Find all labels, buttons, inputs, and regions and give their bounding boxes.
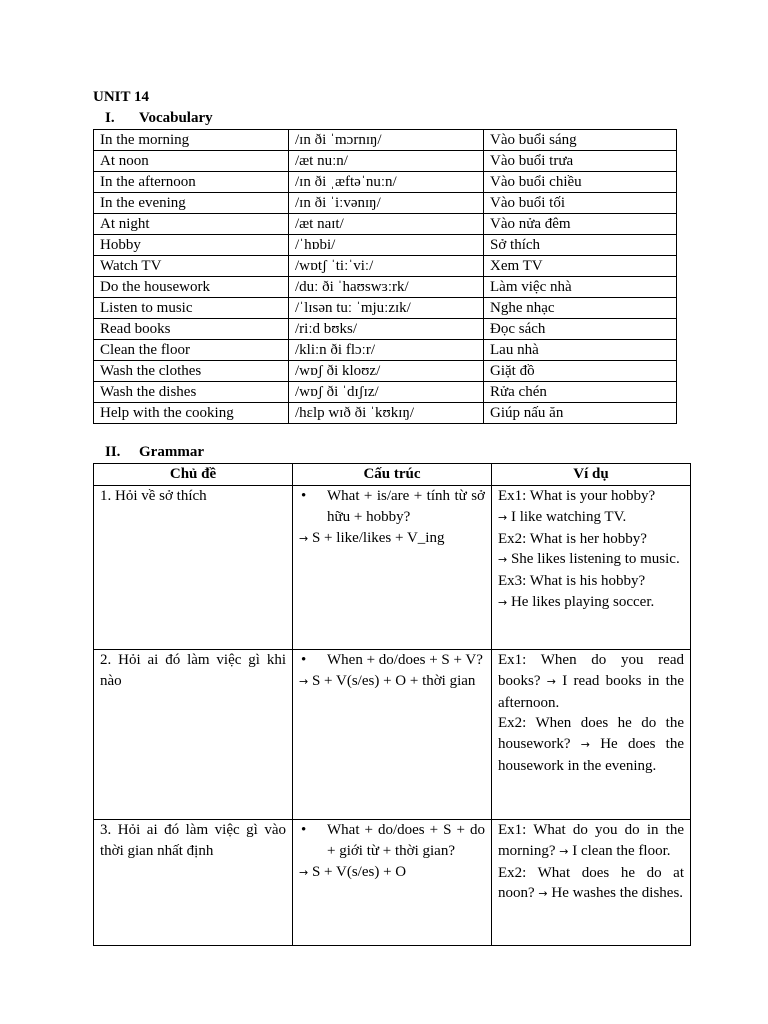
vocab-term: In the morning	[94, 130, 289, 151]
vocab-ipa: /duː ði ˈhaʊswɜːrk/	[289, 277, 484, 298]
example-question: Ex1: What is your hobby?	[498, 488, 656, 504]
vocab-meaning: Giúp nấu ăn	[484, 403, 677, 424]
vocab-row	[94, 130, 677, 151]
section-title: Vocabulary	[139, 110, 213, 126]
grammar-structure	[293, 820, 492, 946]
vocab-term: Read books	[94, 319, 289, 340]
vocab-ipa: /wɒʃ ði ˈdɪʃɪz/	[289, 382, 484, 403]
example-question: Ex2: When does he do the housework?	[498, 715, 684, 753]
vocab-meaning: Làm việc nhà	[484, 277, 677, 298]
arrow-right-icon: →	[580, 738, 590, 752]
vocab-meaning: Đọc sách	[484, 319, 677, 340]
structure-question	[299, 650, 485, 671]
vocab-row	[94, 298, 677, 319]
vocab-term: Help with the cooking	[94, 403, 289, 424]
structure-answer-text: S + V(s/es) + O + thời gian	[311, 672, 476, 689]
example-answer: → She likes listening to music.	[498, 551, 680, 568]
vocab-row	[94, 256, 677, 277]
vocab-meaning: Lau nhà	[484, 340, 677, 361]
structure-question-text: What + do/does + S + do + giới từ + thời gian?	[327, 822, 485, 859]
vocab-term: In the evening	[94, 193, 289, 214]
grammar-examples	[492, 820, 691, 946]
section-vocabulary-heading	[105, 109, 213, 127]
vocab-meaning: Vào buổi trưa	[484, 151, 677, 172]
vocab-term: Watch TV	[94, 256, 289, 277]
vocab-ipa: /wɒtʃ ˈtiːˈviː/	[289, 256, 484, 277]
arrow-right-icon: →	[498, 595, 508, 609]
header-example: Ví dụ	[492, 464, 691, 486]
section-title: Grammar	[139, 444, 204, 460]
example-answer: I clean the floor.	[572, 842, 671, 859]
arrow-right-icon: →	[299, 865, 309, 879]
vocab-ipa: /riːd bʊks/	[289, 319, 484, 340]
structure-answer-text: S + V(s/es) + O	[311, 863, 407, 880]
example	[498, 713, 684, 776]
arrow-right-icon: →	[559, 844, 569, 858]
vocab-meaning: Giặt đồ	[484, 361, 677, 382]
example	[498, 863, 684, 906]
vocab-meaning: Vào buổi sáng	[484, 130, 677, 151]
vocab-row	[94, 340, 677, 361]
vocab-term: Clean the floor	[94, 340, 289, 361]
section-number: I.	[105, 110, 115, 126]
example-answer: → I like watching TV.	[498, 508, 627, 525]
vocab-row	[94, 319, 677, 340]
vocab-meaning: Vào nửa đêm	[484, 214, 677, 235]
vocab-row	[94, 361, 677, 382]
vocab-meaning: Rửa chén	[484, 382, 677, 403]
unit-title: UNIT 14	[93, 89, 149, 105]
vocab-ipa: /ˈhɒbi/	[289, 235, 484, 256]
grammar-topic: 3. Hỏi ai đó làm việc gì vào thời gian nhất định	[94, 820, 293, 946]
structure-answer	[299, 528, 485, 550]
vocab-ipa: /ˈlɪsən tuː ˈmjuːzɪk/	[289, 298, 484, 319]
section-number: II.	[105, 444, 121, 460]
vocab-term: Listen to music	[94, 298, 289, 319]
vocab-ipa: /wɒʃ ði kloʊz/	[289, 361, 484, 382]
vocab-row	[94, 235, 677, 256]
bullet-icon: •	[301, 652, 307, 668]
structure-question-text: When + do/does + S + V?	[327, 652, 483, 668]
vocab-ipa: /hɛlp wɪð ði ˈkʊkɪŋ/	[289, 403, 484, 424]
example	[498, 650, 684, 713]
arrow-right-icon: →	[498, 553, 508, 567]
vocab-row	[94, 277, 677, 298]
section-grammar-heading	[105, 443, 204, 461]
grammar-examples	[492, 650, 691, 820]
vocab-term: Wash the clothes	[94, 361, 289, 382]
bullet-icon: •	[301, 822, 307, 838]
vocab-meaning: Nghe nhạc	[484, 298, 677, 319]
arrow-right-icon: →	[299, 531, 309, 545]
arrow-right-icon: →	[538, 887, 548, 901]
grammar-structure	[293, 486, 492, 650]
vocab-ipa: /æt naɪt/	[289, 214, 484, 235]
vocab-ipa: /æt nuːn/	[289, 151, 484, 172]
vocab-term: At noon	[94, 151, 289, 172]
vocab-ipa: /kliːn ði flɔːr/	[289, 340, 484, 361]
vocab-row	[94, 403, 677, 424]
vocabulary-table	[93, 129, 677, 424]
grammar-table	[93, 463, 691, 946]
vocab-term: Wash the dishes	[94, 382, 289, 403]
grammar-structure	[293, 650, 492, 820]
structure-answer	[299, 862, 485, 884]
vocab-row	[94, 151, 677, 172]
grammar-topic: 1. Hỏi về sở thích	[94, 486, 293, 650]
example-answer: → He likes playing soccer.	[498, 593, 655, 610]
vocab-meaning: Xem TV	[484, 256, 677, 277]
grammar-topic: 2. Hỏi ai đó làm việc gì khi nào	[94, 650, 293, 820]
example-question: Ex1: What do you do in the morning?	[498, 822, 684, 859]
grammar-row	[94, 650, 691, 820]
example-question: Ex1: When do you read books?	[498, 652, 684, 689]
structure-question	[299, 820, 485, 862]
example-answer: I read books in the afternoon.	[498, 672, 685, 711]
vocab-meaning: Vào buổi chiều	[484, 172, 677, 193]
header-topic: Chủ đề	[94, 464, 293, 486]
structure-answer	[299, 671, 485, 693]
grammar-row	[94, 820, 691, 946]
vocab-meaning: Sở thích	[484, 235, 677, 256]
structure-answer-text: S + like/likes + V_ing	[311, 529, 445, 546]
header-structure: Cấu trúc	[293, 464, 492, 486]
vocab-ipa: /ɪn ði ˌæftəˈnuːn/	[289, 172, 484, 193]
example-answer: He washes the dishes.	[551, 885, 684, 902]
arrow-right-icon: →	[546, 674, 556, 688]
vocab-ipa: /ɪn ði ˈmɔrnɪŋ/	[289, 130, 484, 151]
structure-question	[299, 486, 485, 528]
vocab-term: In the afternoon	[94, 172, 289, 193]
example-question: Ex2: What is her hobby?	[498, 530, 647, 547]
example-question: Ex2: What does he do at noon?	[498, 864, 684, 902]
grammar-examples	[492, 486, 691, 650]
vocab-term: Hobby	[94, 235, 289, 256]
vocab-row	[94, 382, 677, 403]
vocab-row	[94, 214, 677, 235]
vocab-ipa: /ɪn ði ˈiːvənɪŋ/	[289, 193, 484, 214]
vocab-row	[94, 193, 677, 214]
vocab-term: At night	[94, 214, 289, 235]
arrow-right-icon: →	[299, 674, 309, 688]
grammar-row	[94, 486, 691, 650]
vocab-meaning: Vào buổi tối	[484, 193, 677, 214]
example-question: Ex3: What is his hobby?	[498, 573, 646, 590]
vocab-row	[94, 172, 677, 193]
example-answer: He does the housework in the evening.	[498, 736, 685, 774]
structure-question-text: What + is/are + tính từ sở hữu + hobby?	[327, 488, 485, 525]
arrow-right-icon: →	[498, 510, 508, 524]
bullet-icon: •	[301, 488, 307, 504]
example	[498, 820, 684, 863]
vocab-term: Do the housework	[94, 277, 289, 298]
